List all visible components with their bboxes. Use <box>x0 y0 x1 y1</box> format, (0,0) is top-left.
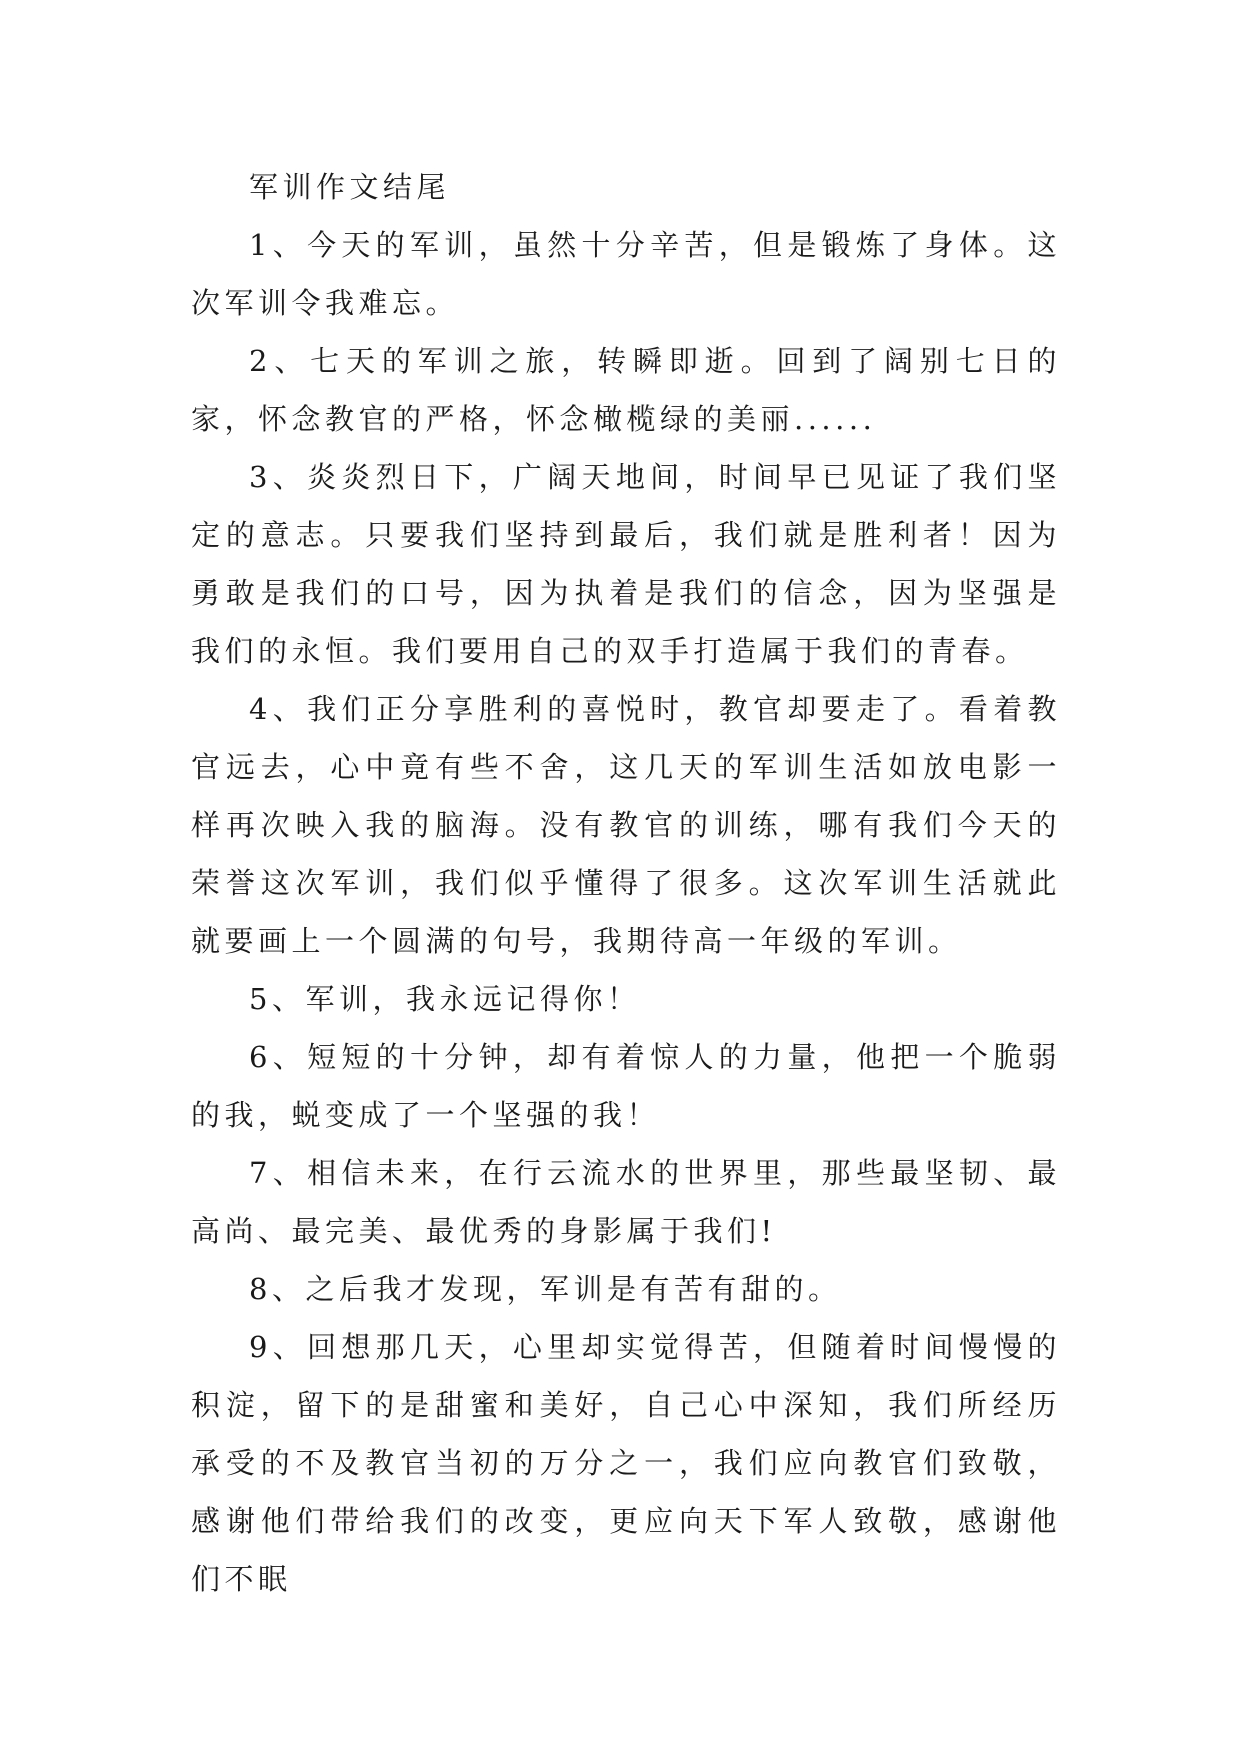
paragraph-9: 9、回想那几天，心里却实觉得苦，但随着时间慢慢的积淀，留下的是甜蜜和美好，自己心中深知，我们所经历承受的不及教官当初的万分之一，我们应向教官们致敬，感谢他们带给我们的改变，更应向天下军人致敬，感谢他们不眠 <box>191 1330 1061 1596</box>
paragraph-2: 2、七天的军训之旅，转瞬即逝。回到了阔别七日的家，怀念教官的严格，怀念橄榄绿的美丽...... <box>191 344 1061 436</box>
document-body <box>191 158 1061 1608</box>
paragraph-7: 7、相信未来，在行云流水的世界里，那些最坚韧、最高尚、最完美、最优秀的身影属于我们! <box>191 1156 1061 1248</box>
paragraph-6: 6、短短的十分钟，却有着惊人的力量，他把一个脆弱的我，蜕变成了一个坚强的我！ <box>191 1040 1061 1132</box>
paragraph-5: 5、军训，我永远记得你！ <box>249 982 641 1016</box>
document-title: 军训作文结尾 <box>249 170 451 204</box>
paragraph-4: 4、我们正分享胜利的喜悦时，教官却要走了。看着教官远去，心中竟有些不舍，这几天的军训生活如放电影一样再次映入我的脑海。没有教官的训练，哪有我们今天的荣誉这次军训，我们似乎懂得了很多。这次军训生活就此就要画上一个圆满的句号，我期待高一年级的军训。 <box>191 692 1061 958</box>
paragraph-3: 3、炎炎烈日下，广阔天地间，时间早已见证了我们坚定的意志。只要我们坚持到最后，我们就是胜利者！因为勇敢是我们的口号，因为执着是我们的信念，因为坚强是我们的永恒。我们要用自己的双手打造属于我们的青春。 <box>191 460 1061 668</box>
paragraph-8: 8、之后我才发现，军训是有苦有甜的。 <box>249 1272 842 1306</box>
paragraph-1: 1、今天的军训，虽然十分辛苦，但是锻炼了身体。这次军训令我难忘。 <box>191 228 1061 320</box>
